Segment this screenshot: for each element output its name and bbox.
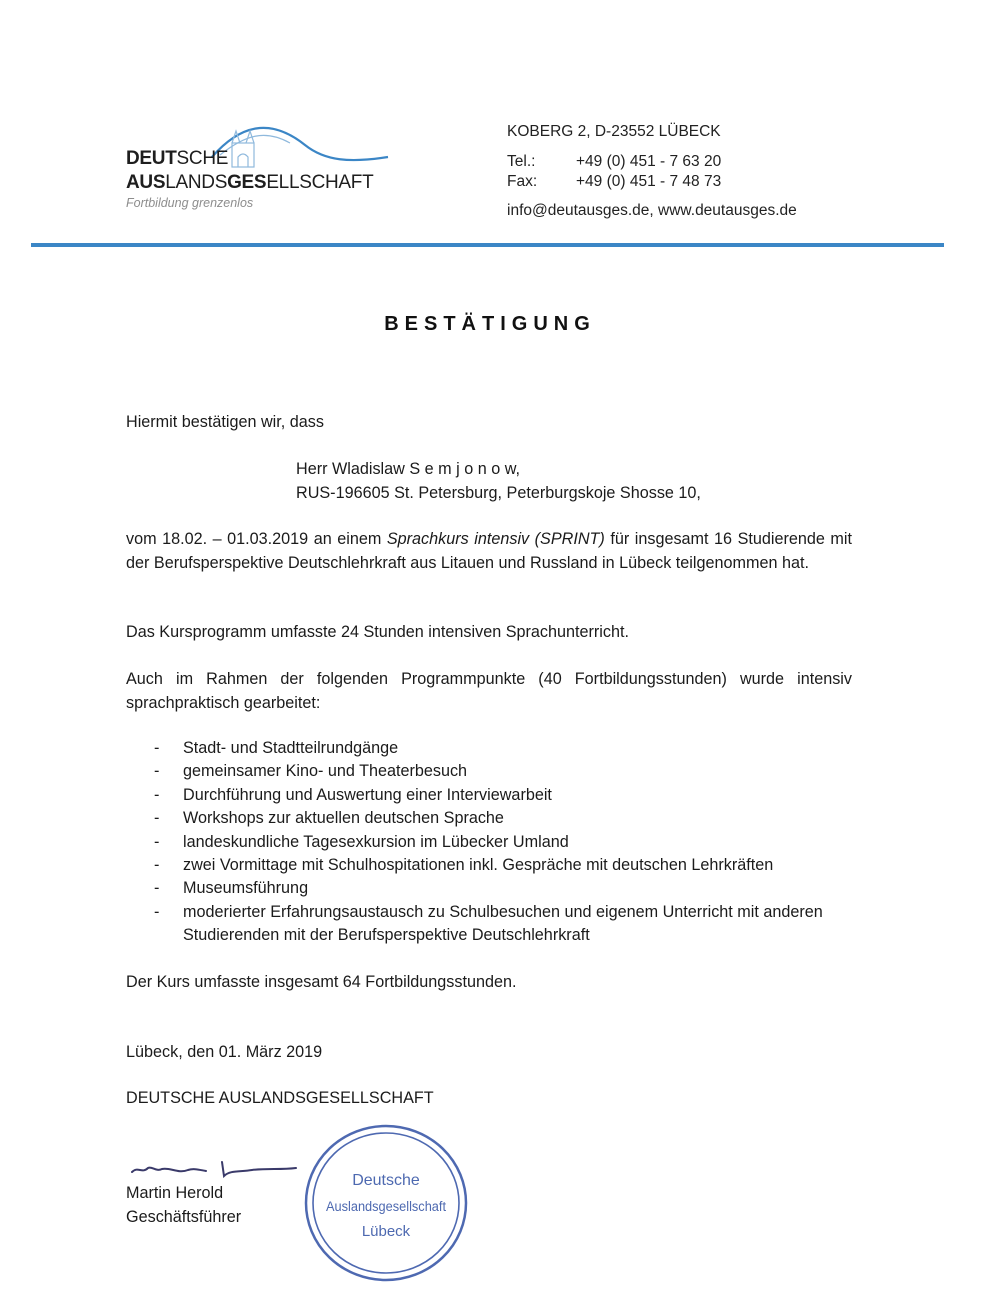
fax-label: Fax: xyxy=(507,173,538,190)
list-item: - moderierter Erfahrungsaustausch zu Schulbesuchen und eigenem Unterricht mit anderen Studierenden mit der Berufsperspektive Deutschlehrkraft xyxy=(154,902,823,945)
letterhead-web: info@deutausges.de, www.deutausges.de xyxy=(507,202,797,219)
official-stamp xyxy=(302,1122,470,1284)
list-item: - landeskundliche Tagesexkursion im Lübecker Umland xyxy=(154,832,569,851)
logo-wave-icon xyxy=(210,115,390,170)
list-item: - gemeinsamer Kino- und Theaterbesuch xyxy=(154,762,468,781)
document-title: BESTÄTIGUNG xyxy=(384,313,596,335)
logo-tagline: Fortbildung grenzenlos xyxy=(126,196,254,210)
signatory-role: Geschäftsführer xyxy=(126,1208,242,1226)
list-item: - Workshops zur aktuellen deutschen Sprache xyxy=(154,809,504,828)
list-item: - Durchführung und Auswertung einer Interviewarbeit xyxy=(154,785,552,804)
list-item: - zwei Vormittage mit Schulhospitationen inkl. Gespräche mit deutschen Lehrkräften xyxy=(154,856,774,875)
svg-text:Deutsche: Deutsche xyxy=(352,1172,420,1189)
paragraph-total: Der Kurs umfasste insgesamt 64 Fortbildungsstunden. xyxy=(126,973,517,991)
organization-name: DEUTSCHE AUSLANDSGESELLSCHAFT xyxy=(126,1089,434,1107)
handwritten-signature xyxy=(130,1158,300,1182)
svg-text:Auslandsgesellschaft: Auslandsgesellschaft xyxy=(326,1199,447,1214)
logo-text-line2: AUSLANDSGESELLSCHAFT xyxy=(126,172,374,193)
paragraph-program: Auch im Rahmen der folgenden Programmpunkte (40 Fortbildungsstunden) wurde intensiv sprachpraktisch gearbeitet: xyxy=(126,670,852,712)
paragraph-hours: Das Kursprogramm umfasste 24 Stunden intensiven Sprachunterricht. xyxy=(126,623,629,641)
tel-label: Tel.: xyxy=(507,153,536,170)
program-list xyxy=(126,737,856,948)
logo-text-line1: DEUTSCHE xyxy=(126,148,229,169)
fax-number: +49 (0) 451 - 7 48 73 xyxy=(576,173,722,190)
list-item: - Stadt- und Stadtteilrundgänge xyxy=(154,739,399,757)
paragraph-course: vom 18.02. – 01.03.2019 an einem Sprachkurs intensiv (SPRINT) für insgesamt 16 Studierende mit der Berufsperspektive Deutschlehrkraft aus Litauen und Russland in Lübeck teilgenommen hat. xyxy=(126,530,852,572)
list-item: - Museumsführung xyxy=(154,879,309,898)
signatory-name: Martin Herold xyxy=(126,1184,224,1202)
letterhead-address: KOBERG 2, D-23552 LÜBECK xyxy=(507,123,721,140)
letterhead-divider xyxy=(31,243,944,247)
place-date: Lübeck, den 01. März 2019 xyxy=(126,1043,323,1061)
svg-text:Lübeck: Lübeck xyxy=(361,1223,411,1240)
recipient-name: Herr Wladislaw S e m j o n o w, xyxy=(296,460,520,478)
tel-number: +49 (0) 451 - 7 63 20 xyxy=(576,153,722,170)
recipient-address: RUS-196605 St. Petersburg, Peterburgskoje Shosse 10, xyxy=(296,484,701,502)
intro-text: Hiermit bestätigen wir, dass xyxy=(126,413,324,431)
